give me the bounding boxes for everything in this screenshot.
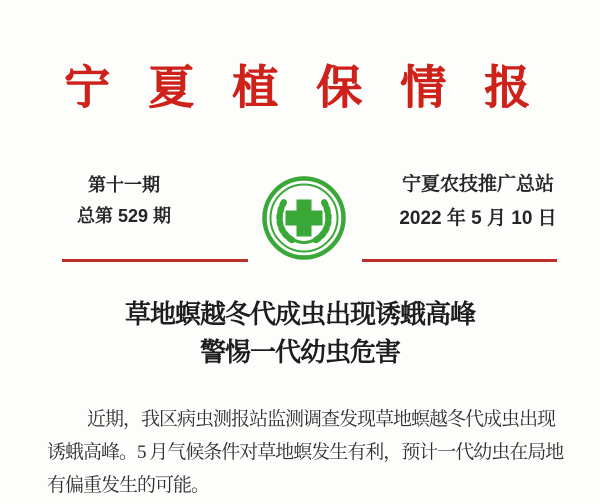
article-title bbox=[0, 295, 600, 371]
body-line: 近期，我区病虫测报站监测调查发现草地螟越冬代成虫出现 bbox=[87, 409, 556, 430]
plant-protection-emblem-icon bbox=[261, 175, 347, 261]
red-divider-left bbox=[62, 259, 248, 262]
publish-date: 2022 年 5 月 10 日 bbox=[399, 208, 557, 229]
red-divider-right bbox=[362, 259, 557, 262]
body-line: 有偏重发生的可能。 bbox=[47, 475, 210, 496]
article-title-line1: 草地螟越冬代成虫出现诱蛾高峰 bbox=[124, 299, 475, 329]
publisher-name: 宁夏农技推广总站 bbox=[401, 174, 554, 195]
body-line: 诱蛾高峰。5 月气候条件对草地螟发生有利，预计一代幼虫在局地 bbox=[47, 442, 564, 463]
article-body bbox=[47, 403, 577, 502]
issue-info bbox=[56, 170, 192, 232]
issue-number: 第十一期 bbox=[88, 175, 160, 195]
masthead-title: 宁夏植保情报 bbox=[64, 62, 568, 113]
article-title-line2: 警惕一代幼虫危害 bbox=[199, 337, 400, 367]
publisher-info bbox=[394, 168, 562, 236]
issue-total-number: 总第 529 期 bbox=[76, 206, 172, 226]
